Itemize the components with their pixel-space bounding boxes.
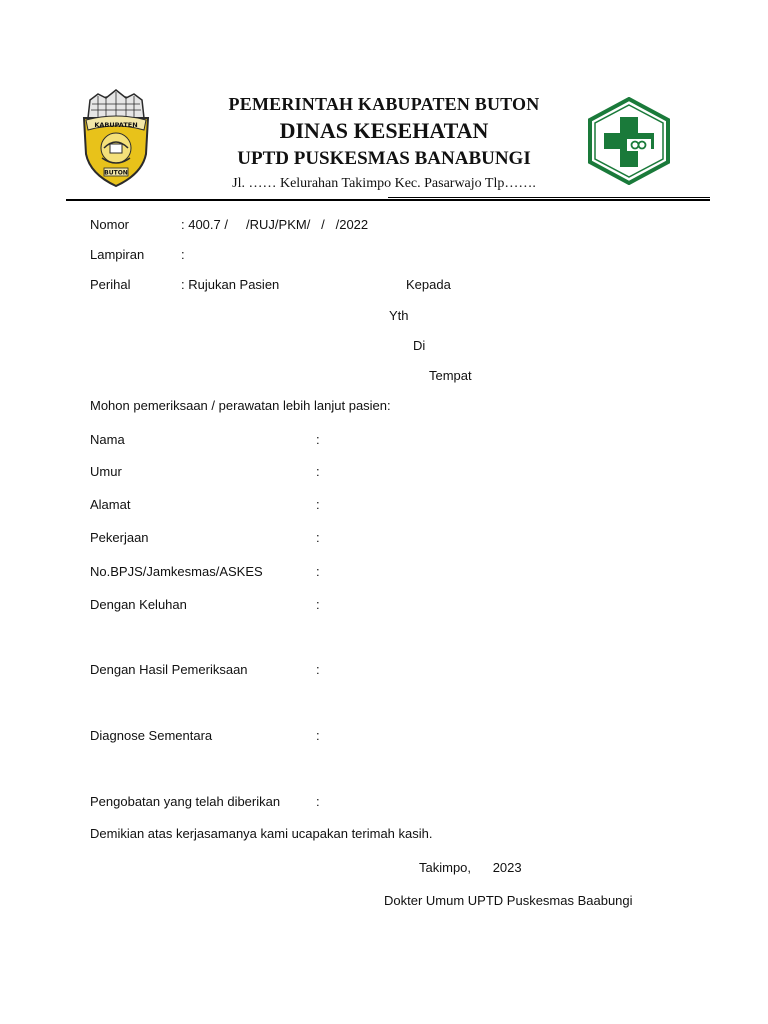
field-colon: : [316,564,320,579]
header-divider [66,199,710,201]
place-date: Takimpo, 2023 [419,860,522,875]
logo-top-text: KABUPATEN [94,121,138,129]
field-label: Dengan Keluhan [90,597,187,612]
header-address: Jl. …… Kelurahan Takimpo Kec. Pasarwajo Tlp……. [232,176,536,191]
header-divider-thin [388,197,710,198]
addressee-tempat: Tempat [429,368,472,383]
field-colon: : [316,432,320,447]
field-colon: : [316,662,320,677]
field-colon: : [316,794,320,809]
intro-text: Mohon pemeriksaan / perawatan lebih lanjut pasien: [90,398,391,413]
addressee-kepada: Kepada [406,277,451,292]
field-colon: : [316,530,320,545]
closing-text: Demikian atas kerjasamanya kami ucapakan terimah kasih. [90,826,433,841]
header-department: DINAS KESEHATAN [279,118,489,143]
field-label: Pengobatan yang telah diberikan [90,794,281,809]
field-label: Alamat [90,497,131,512]
field-colon: : [316,497,320,512]
field-colon: : [316,464,320,479]
field-label: Umur [90,464,122,479]
field-label: Nama [90,432,125,447]
header-government: PEMERINTAH KABUPATEN BUTON [228,94,540,114]
signatory: Dokter Umum UPTD Puskesmas Baabungi [384,893,633,908]
field-label: Diagnose Sementara [90,728,213,743]
addressee-yth: Yth [389,308,409,323]
addressee-di: Di [413,338,426,353]
perihal-value: : Rujukan Pasien [181,277,280,292]
field-colon: : [316,597,320,612]
field-label: No.BPJS/Jamkesmas/ASKES [90,564,263,579]
perihal-label: Perihal [90,277,131,292]
field-colon: : [316,728,320,743]
lampiran-value: : [181,247,185,262]
lampiran-label: Lampiran [90,247,145,262]
nomor-label: Nomor [90,217,130,232]
header-institution: UPTD PUSKESMAS BANABUNGI [237,148,531,169]
nomor-value: : 400.7 / /RUJ/PKM/ / /2022 [181,217,369,232]
field-label: Pekerjaan [90,530,149,545]
logo-bottom-text: BUTON [104,169,128,177]
field-label: Dengan Hasil Pemeriksaan [90,662,248,677]
